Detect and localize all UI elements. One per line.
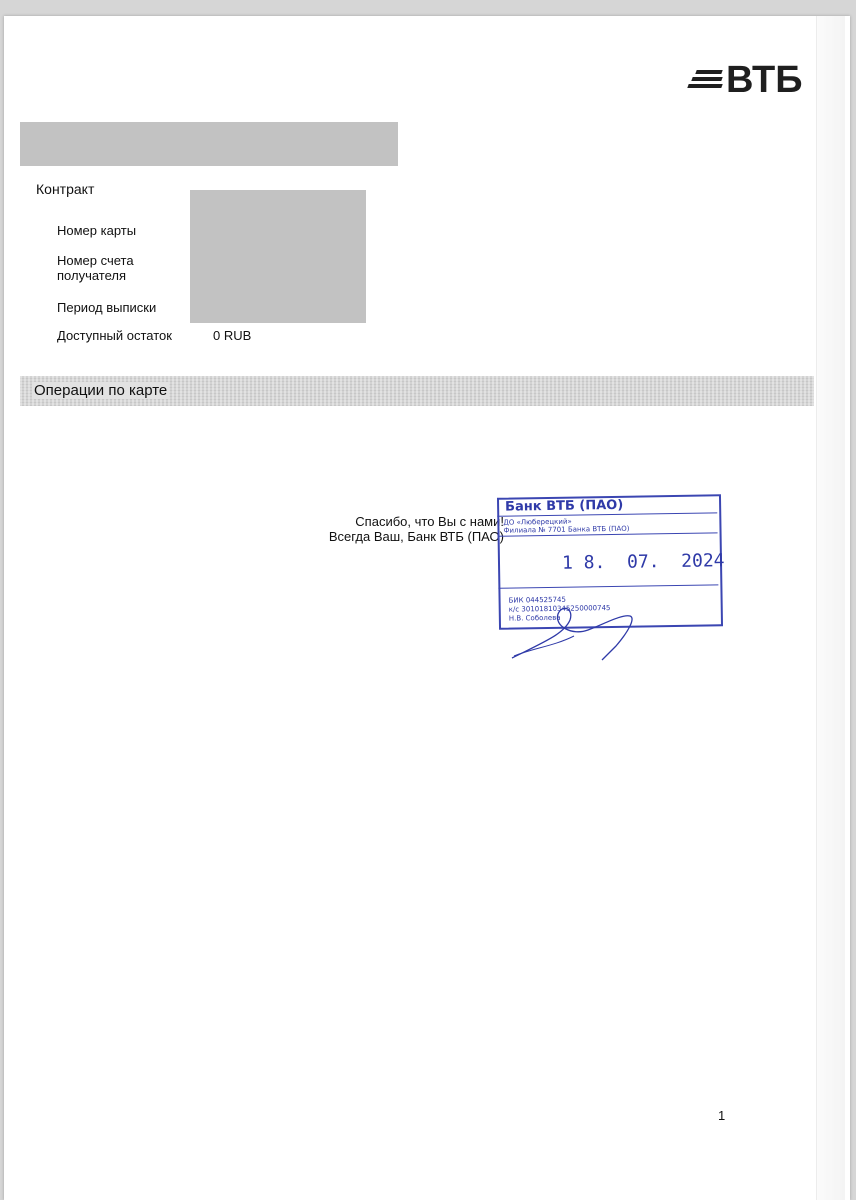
field-label-account <box>57 253 134 283</box>
stamp-date: 1 8. 07. 2024 <box>561 550 725 574</box>
field-value-balance: 0 RUB <box>213 328 252 343</box>
field-label-card-number: Номер карты <box>57 223 137 238</box>
stamp-office: ДО «Люберецкий» <box>503 517 572 527</box>
logo-text: ВТБ <box>726 59 803 101</box>
document-page <box>4 16 850 1200</box>
section-bar-card-operations <box>20 376 814 406</box>
redacted-header-block <box>20 122 398 166</box>
logo-stripes-icon <box>686 70 722 90</box>
field-label-period: Период выписки <box>57 300 157 315</box>
field-label-account-text: Номер счета получателя <box>57 253 134 283</box>
stamp-bank-name: Банк ВТБ (ПАО) <box>505 497 624 515</box>
section-title: Операции по карте <box>34 382 168 399</box>
handwritten-signature <box>504 596 644 666</box>
redacted-contract-values <box>190 190 366 323</box>
contract-title: Контракт <box>36 181 95 197</box>
closing-message <box>329 514 504 544</box>
stamp-bik: БИК 044525745 <box>508 595 566 605</box>
field-label-balance: Доступный остаток <box>57 328 172 343</box>
vtb-logo <box>686 54 806 100</box>
stamp-signer-name: Н.В. Соболева <box>508 613 561 623</box>
page-fold-shadow <box>816 16 845 1200</box>
page-number: 1 <box>718 1108 726 1123</box>
stamp-branch: Филиала № 7701 Банка ВТБ (ПАО) <box>503 524 630 535</box>
closing-line-2: Всегда Ваш, Банк ВТБ (ПАО) <box>328 529 504 544</box>
stamp-corr-account: к/с 30101810345250000745 <box>508 604 611 614</box>
closing-line-1: Спасибо, что Вы с нами! <box>355 514 504 529</box>
